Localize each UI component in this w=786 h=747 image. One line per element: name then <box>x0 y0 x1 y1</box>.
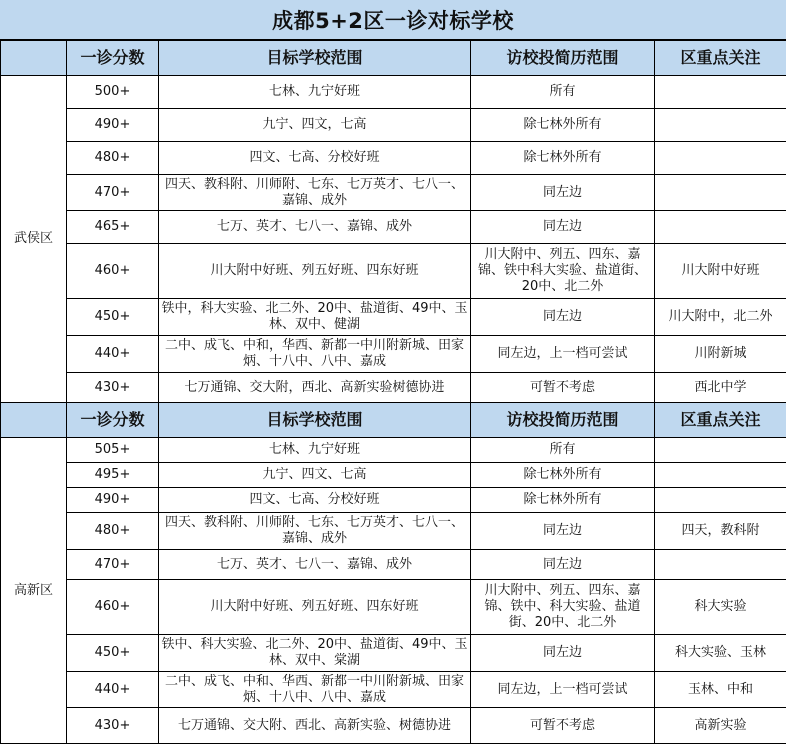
visit-cell: 川大附中、列五、四东、嘉锦、铁中、科大实验、盐道街、20中、北二外 <box>471 580 655 635</box>
header-row <box>1 403 786 438</box>
visit-cell: 除七林外所有 <box>471 142 655 175</box>
score-cell: 440+ <box>67 336 159 373</box>
focus-cell: 川附新城 <box>655 336 786 373</box>
district-name: 武侯区 <box>1 76 67 403</box>
target-cell: 四天、教科附、川师附、七东、七万英才、七八一、嘉锦、成外 <box>159 175 471 211</box>
visit-cell: 所有 <box>471 438 655 463</box>
header-score: 一诊分数 <box>67 403 159 438</box>
focus-cell <box>655 211 786 244</box>
table-row <box>1 175 786 211</box>
score-cell: 500+ <box>67 76 159 109</box>
header-focus: 区重点关注 <box>655 403 786 438</box>
header-focus: 区重点关注 <box>655 41 786 76</box>
score-cell: 470+ <box>67 175 159 211</box>
target-cell: 川大附中好班、列五好班、四东好班 <box>159 244 471 299</box>
focus-cell <box>655 109 786 142</box>
target-cell: 二中、成飞、中和，华西、新都一中川附新城、田家炳、十八中、八中、嘉成 <box>159 336 471 373</box>
table-row <box>1 513 786 550</box>
table-row <box>1 299 786 336</box>
focus-cell: 科大实验 <box>655 580 786 635</box>
visit-cell: 可暂不考虑 <box>471 373 655 403</box>
focus-cell <box>655 463 786 488</box>
target-cell: 二中、成飞、中和、华西、新都一中川附新城、田家炳、十八中、八中、嘉成 <box>159 672 471 708</box>
visit-cell: 可暂不考虑 <box>471 708 655 744</box>
focus-cell: 科大实验、玉林 <box>655 635 786 672</box>
target-cell: 七林、九宁好班 <box>159 438 471 463</box>
table-row <box>1 109 786 142</box>
header-visit: 访校投简历范围 <box>471 41 655 76</box>
header-target: 目标学校范围 <box>159 403 471 438</box>
visit-cell: 同左边 <box>471 513 655 550</box>
header-blank-cell <box>1 403 67 438</box>
score-cell: 460+ <box>67 580 159 635</box>
table-row <box>1 672 786 708</box>
visit-cell: 同左边 <box>471 635 655 672</box>
target-cell: 四文、七高、分校好班 <box>159 142 471 175</box>
focus-cell: 高新实验 <box>655 708 786 744</box>
table-row <box>1 438 786 463</box>
table-title: 成都5+2区一诊对标学校 <box>0 0 786 40</box>
score-cell: 440+ <box>67 672 159 708</box>
focus-cell <box>655 76 786 109</box>
score-cell: 480+ <box>67 513 159 550</box>
table-row <box>1 708 786 744</box>
target-cell: 铁中、科大实验、北二外、20中、盐道街、49中、玉林、双中、棠湖 <box>159 635 471 672</box>
target-cell: 四文、七高、分校好班 <box>159 488 471 513</box>
visit-cell: 同左边 <box>471 299 655 336</box>
target-cell: 铁中，科大实验、北二外、20中、盐道街、49中、玉林、双中、健湖 <box>159 299 471 336</box>
target-cell: 川大附中好班、列五好班、四东好班 <box>159 580 471 635</box>
table-row <box>1 635 786 672</box>
table-row <box>1 142 786 175</box>
target-cell: 七林、九宁好班 <box>159 76 471 109</box>
target-cell: 七万通锦、交大附、西北、高新实验、树德协进 <box>159 708 471 744</box>
target-cell: 七万、英才、七八一、嘉锦、成外 <box>159 550 471 580</box>
visit-cell: 除七林外所有 <box>471 463 655 488</box>
header-target: 目标学校范围 <box>159 41 471 76</box>
header-visit: 访校投简历范围 <box>471 403 655 438</box>
score-cell: 470+ <box>67 550 159 580</box>
table-row <box>1 211 786 244</box>
score-cell: 430+ <box>67 373 159 403</box>
table-row <box>1 244 786 299</box>
focus-cell <box>655 550 786 580</box>
visit-cell: 除七林外所有 <box>471 488 655 513</box>
target-cell: 七万通锦、交大附，西北、高新实验树德协进 <box>159 373 471 403</box>
header-score: 一诊分数 <box>67 41 159 76</box>
header-row <box>1 41 786 76</box>
table-row <box>1 76 786 109</box>
table-row <box>1 463 786 488</box>
focus-cell: 西北中学 <box>655 373 786 403</box>
focus-cell <box>655 438 786 463</box>
score-cell: 450+ <box>67 299 159 336</box>
target-cell: 九宁、四文、七高 <box>159 463 471 488</box>
visit-cell: 同左边 <box>471 211 655 244</box>
focus-cell: 四天，教科附 <box>655 513 786 550</box>
focus-cell <box>655 488 786 513</box>
score-cell: 490+ <box>67 488 159 513</box>
score-cell: 505+ <box>67 438 159 463</box>
score-cell: 490+ <box>67 109 159 142</box>
visit-cell: 同左边 <box>471 550 655 580</box>
score-cell: 460+ <box>67 244 159 299</box>
table-row <box>1 488 786 513</box>
score-cell: 495+ <box>67 463 159 488</box>
focus-cell <box>655 175 786 211</box>
focus-cell: 玉林、中和 <box>655 672 786 708</box>
score-cell: 480+ <box>67 142 159 175</box>
target-cell: 七万、英才、七八一、嘉锦、成外 <box>159 211 471 244</box>
visit-cell: 同左边，上一档可尝试 <box>471 672 655 708</box>
focus-cell: 川大附中，北二外 <box>655 299 786 336</box>
target-cell: 九宁、四文，七高 <box>159 109 471 142</box>
focus-cell <box>655 142 786 175</box>
visit-cell: 除七林外所有 <box>471 109 655 142</box>
visit-cell: 所有 <box>471 76 655 109</box>
district-name: 高新区 <box>1 438 67 744</box>
visit-cell: 川大附中、列五、四东、嘉锦、铁中科大实验、盐道街、20中、北二外 <box>471 244 655 299</box>
table-row <box>1 580 786 635</box>
score-cell: 465+ <box>67 211 159 244</box>
score-cell: 430+ <box>67 708 159 744</box>
table-row <box>1 373 786 403</box>
score-cell: 450+ <box>67 635 159 672</box>
target-cell: 四天、教科附、川师附、七东、七万英才、七八一、嘉锦、成外 <box>159 513 471 550</box>
table-row <box>1 336 786 373</box>
visit-cell: 同左边 <box>471 175 655 211</box>
header-blank-cell <box>1 41 67 76</box>
table-row <box>1 550 786 580</box>
school-table <box>0 40 786 744</box>
focus-cell: 川大附中好班 <box>655 244 786 299</box>
visit-cell: 同左边，上一档可尝试 <box>471 336 655 373</box>
